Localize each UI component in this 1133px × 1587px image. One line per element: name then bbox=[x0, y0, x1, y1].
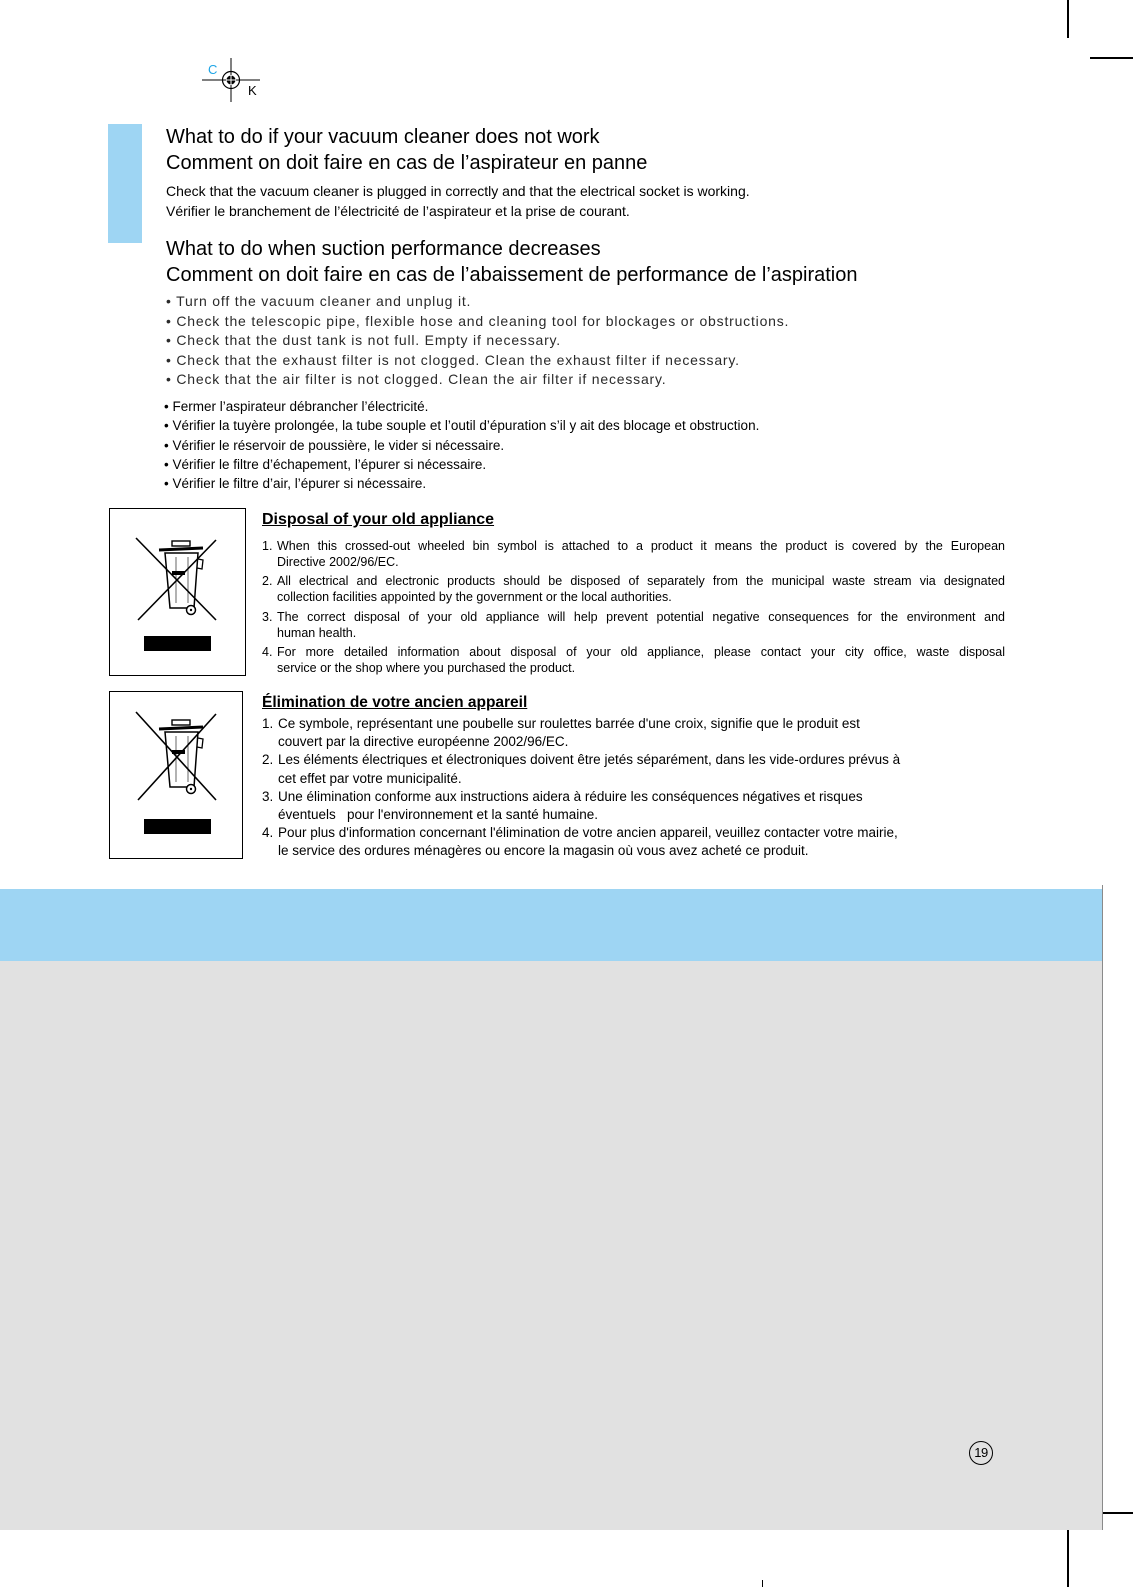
bullet-item: • Vérifier le filtre d’échapement, l’épurer si nécessaire. bbox=[164, 456, 487, 472]
item-number: 2. bbox=[262, 752, 274, 768]
item-line: Les éléments électriques et électroniques doivent être jetés séparément, dans les vide-ordures prévus à bbox=[278, 752, 901, 768]
disposal-list-en bbox=[262, 538, 1007, 679]
disposal-title-en: Disposal of your old appliance bbox=[262, 511, 495, 528]
suction-bullets-fr bbox=[164, 397, 759, 493]
registration-mark bbox=[198, 56, 268, 102]
list-item bbox=[262, 715, 1022, 751]
list-item bbox=[262, 573, 1007, 605]
not-working-heading bbox=[166, 124, 647, 176]
heading-fr: Comment on doit faire en cas de l’abaissement de performance de l’aspiration bbox=[166, 264, 858, 286]
list-item bbox=[262, 538, 1007, 570]
bullet-item: • Vérifier le filtre d’air, l’épurer si nécessaire. bbox=[164, 476, 427, 492]
registration-label-c: C bbox=[208, 62, 218, 77]
section-accent-bar bbox=[108, 124, 142, 243]
crop-mark-bottom-tick bbox=[762, 1580, 763, 1587]
text-fr: Vérifier le branchement de l’électricité de l’aspirateur et la prise de courant. bbox=[166, 202, 630, 219]
suction-heading bbox=[166, 236, 857, 288]
bullet-item: • Turn off the vacuum cleaner and unplug it. bbox=[166, 293, 472, 309]
heading-en: What to do when suction performance decreases bbox=[166, 238, 601, 260]
crop-mark-top-horizontal bbox=[1090, 57, 1133, 59]
item-number: 3. bbox=[262, 788, 274, 804]
suction-bullets-en bbox=[166, 292, 789, 390]
heading-fr: Comment on doit faire en cas de l’aspirateur en panne bbox=[166, 152, 648, 174]
bullet-item: • Check that the dust tank is not full. Empty if necessary. bbox=[166, 332, 561, 348]
bullet-item: • Vérifier la tuyère prolongée, la tube souple et l’outil d’épuration s’il y ait des blocage et obstruction. bbox=[164, 418, 760, 434]
item-line: Directive 2002/96/EC. bbox=[277, 555, 399, 569]
bullet-item: • Check the telescopic pipe, flexible hose and cleaning tool for blockages or obstructions. bbox=[166, 312, 790, 329]
item-line: For more detailed information about disposal of your old appliance, please contact your city office, waste disposal bbox=[277, 644, 1005, 659]
item-line: The correct disposal of your old appliance will help prevent potential negative consequences for the environment and bbox=[277, 609, 1005, 624]
bullet-item: • Fermer l’aspirateur débrancher l’électricité. bbox=[164, 399, 429, 414]
item-line: When this crossed-out wheeled bin symbol is attached to a product it means the product is covered by the European bbox=[277, 539, 1005, 553]
page-number: 19 bbox=[969, 1441, 993, 1465]
weee-symbol-box-fr bbox=[109, 691, 243, 859]
item-number: 2. bbox=[262, 574, 273, 589]
bullet-item: • Check that the exhaust filter is not clogged. Clean the exhaust filter if necessary. bbox=[166, 351, 740, 368]
item-line: le service des ordures ménagères ou encore la magasin où vous avez acheté ce produit. bbox=[278, 843, 809, 859]
item-line: collection facilities appointed by the government or the local authorities. bbox=[277, 590, 672, 605]
crossed-out-wheeled-bin-icon bbox=[110, 509, 245, 675]
list-item bbox=[262, 609, 1007, 641]
item-line: Une élimination conforme aux instructions aidera à réduire les conséquences négatives et risques bbox=[278, 788, 863, 804]
list-item bbox=[262, 751, 1022, 787]
registration-label-k: K bbox=[248, 83, 257, 98]
list-item bbox=[262, 824, 1022, 860]
disposal-list-fr bbox=[262, 715, 1022, 861]
weee-symbol-box-en bbox=[109, 508, 246, 676]
list-item bbox=[262, 788, 1022, 824]
item-line: cet effet par votre municipalité. bbox=[278, 770, 462, 786]
item-line: All electrical and electronic products should be disposed of separately from the municipal waste stream via designated bbox=[277, 574, 1005, 589]
footer-edge-line bbox=[1102, 885, 1103, 1530]
crop-mark-top-vertical bbox=[1067, 0, 1069, 38]
footer-blue-band bbox=[0, 889, 1103, 961]
item-number: 3. bbox=[262, 609, 273, 624]
item-line: éventuels pour l'environnement et la santé humaine. bbox=[278, 807, 599, 823]
footer-gray-panel bbox=[0, 961, 1103, 1530]
crossed-out-wheeled-bin-icon bbox=[110, 692, 242, 858]
not-working-text bbox=[166, 182, 750, 221]
item-line: couvert par la directive européenne 2002/96/EC. bbox=[278, 734, 569, 750]
list-item bbox=[262, 644, 1007, 676]
text-en: Check that the vacuum cleaner is plugged in correctly and that the electrical socket is working. bbox=[166, 183, 750, 199]
item-number: 1. bbox=[262, 716, 274, 731]
item-number: 1. bbox=[262, 539, 273, 553]
heading-en: What to do if your vacuum cleaner does not work bbox=[166, 126, 600, 148]
item-number: 4. bbox=[262, 644, 273, 659]
crop-mark-bottom-vertical bbox=[1067, 1528, 1069, 1587]
bullet-item: • Vérifier le réservoir de poussière, le vider si nécessaire. bbox=[164, 437, 505, 453]
bullet-item: • Check that the air filter is not clogged. Clean the air filter if necessary. bbox=[166, 371, 667, 387]
item-line: Ce symbole, représentant une poubelle sur roulettes barrée d'une croix, signifie que le produit est bbox=[278, 716, 860, 731]
item-line: human health. bbox=[277, 625, 357, 640]
disposal-title-fr: Élimination de votre ancien appareil bbox=[262, 694, 528, 711]
item-number: 4. bbox=[262, 825, 274, 841]
item-line: Pour plus d'information concernant l'élimination de votre ancien appareil, veuillez contacter votre mairie, bbox=[278, 825, 898, 841]
item-line: service or the shop where you purchased the product. bbox=[277, 660, 576, 675]
